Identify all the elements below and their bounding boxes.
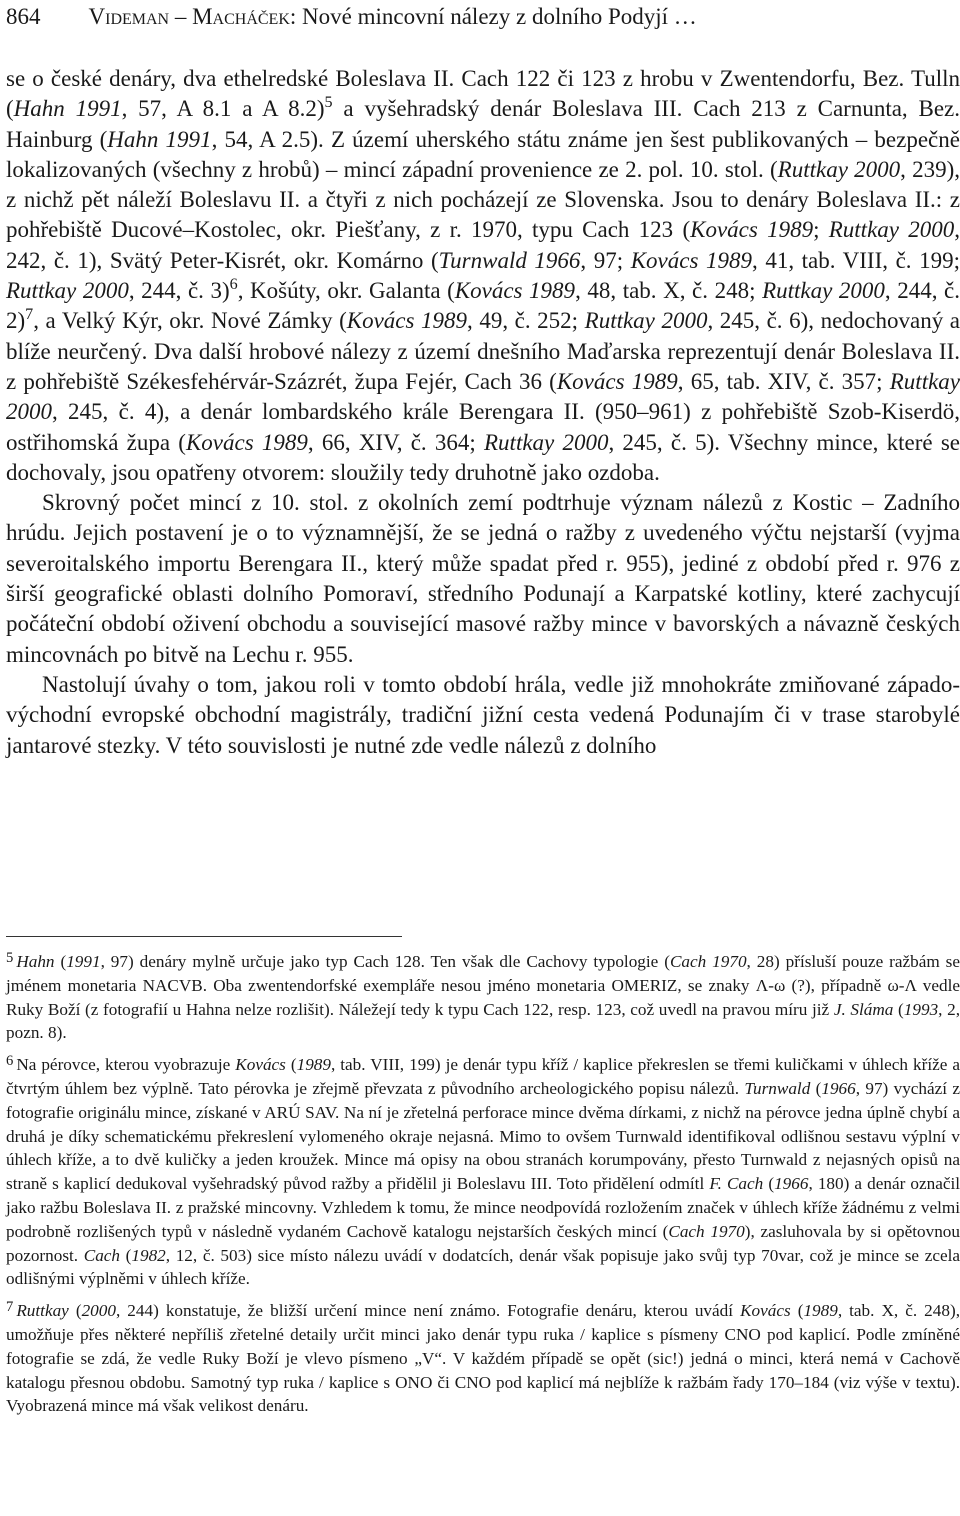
header-separator: : [289, 4, 303, 29]
citation: Kovács [235, 1055, 286, 1075]
text-run: , a Velký Kýr, okr. Nové Zámky ( [33, 308, 347, 334]
citation: Ruttkay 2000 [6, 278, 129, 304]
text-run: ( [810, 1078, 822, 1098]
citation: 1989 [803, 1301, 838, 1321]
citation: 1966 [774, 1174, 809, 1194]
citation: 1989 [296, 1055, 331, 1075]
text-run: , 97; [580, 247, 631, 273]
footnote-ref-5[interactable]: 5 [324, 94, 333, 112]
text-run: , 244, č. 2) [6, 278, 960, 334]
text-run: , Košúty, okr. Galanta ( [237, 278, 455, 304]
text-run: , 12, č. 503) sice místo nálezu uvádí v dodatcích, denár však popisuje jako svůj typ 70var, což je mince se zcela odlišnými výplněmi v úhlech kříže. [6, 1245, 960, 1289]
header-authors: Videman – Macháček [88, 4, 290, 29]
footnote-7 [6, 1299, 960, 1418]
citation: F. Cach [709, 1174, 764, 1194]
page [6, 0, 960, 1516]
text-run: , 41, tab. VIII, č. 199; [752, 247, 960, 273]
citation: Kovács 1989 [454, 278, 576, 304]
text-run: , 245, č. 4), a denár lombardského krále Berengara II. (950–961) z pohřebiště Szob-Kiserdö, ostřihomská župa ( [6, 399, 960, 455]
citation: Ruttkay 2000 [584, 308, 708, 334]
citation: Cach 1970 [669, 952, 747, 971]
citation: Ruttkay 2000 [762, 278, 885, 304]
citation: 1993 [903, 999, 939, 1019]
citation: Turnwald [744, 1078, 811, 1098]
text-run: , 244) konstatuje, že bližší určení mince není známo. Fotografie denáru, kterou uvádí [115, 1301, 741, 1321]
citation: Kovács [740, 1301, 791, 1321]
text-run: ( [54, 952, 67, 971]
citation: Kovács 1989 [185, 429, 308, 455]
text-run: , 242, č. 1), Svätý Peter-Kisrét, okr. Komárno ( [6, 217, 960, 273]
text-run: , 66, XIV, č. 364; [307, 429, 484, 455]
text-run: ), zasluhovala by si opětovnou pozornost. [6, 1221, 960, 1265]
text-run: , 49, č. 252; [467, 308, 585, 334]
footnote-ref-7[interactable]: 7 [25, 306, 34, 324]
citation: Ruttkay [16, 1301, 69, 1321]
citation: 1966 [821, 1078, 856, 1098]
text-run: , 48, tab. X, č. 248; [575, 278, 763, 304]
citation: Kovács 1989 [690, 217, 814, 243]
citation: Ruttkay 2000 [6, 368, 960, 425]
text-run: , 244, č. 3) [128, 278, 230, 304]
page-number: 864 [6, 4, 41, 29]
citation: Hahn 1991 [13, 96, 122, 122]
text-run: , 2, pozn. 8). [6, 999, 960, 1043]
paragraph-3: Nastolují úvahy o tom, jakou roli v tomto období hrála, vedle již mnohokráte zmiňované západo-východní evropské obchodní magistrály, tradiční jižní cesta vedená Podunajím či v trase starobylé jantarové stezky. V této souvislosti je nutné zde vedle nálezů z dolního [6, 671, 960, 758]
citation: Kovács 1989 [556, 368, 678, 394]
citation: 1991 [66, 952, 101, 971]
footnote-number: 5 [6, 949, 14, 966]
text-run: ( [120, 1245, 132, 1265]
citation: Ruttkay 2000 [777, 156, 901, 182]
text-run: , 54, A 2.5). Z území uherského státu známe jen šest publikovaných – bezpečně lokalizovaných (všechny z hrobů) – mincí západní provenience ze 2. pol. 10. stol. ( [6, 126, 960, 182]
text-run: , tab. X, č. 248), umožňuje přes některé nepříliš zřetelné detaily určit minci jako denár typu ruka / kaplice s písmeny CNO pod kaplicí. Podle zmíněné fotografie se zdá, že vedle Ruky Boží je vlevo písmeno „V“. V každém případě se opět (sic!) jedná o minci, která nemá v Cachově katalogu přesnou obdobu. Samotný typ ruka / kaplice s ONO či CNO pod kaplicí má nejblíže k ražbám řady 170–184 (viz výše v textu). Vyobrazená mince má však velikost denáru. [6, 1301, 960, 1416]
text-run: , 97) vychází z fotografie originálu mince, získané v ARÚ SAV. Na ní je zřetelná perforace mince dvěma dírkami, z nichž na pérovce jedna úplně chybí a druhá je díky schematickému překreslení vylomeného okraje nejasná. Mimo to ovšem Turnwald identifikoval odlišnou sestavu výplní v úhlech kříže, a to dvě kuličky a jeden kroužek. Mince má opisy na obou stranách korumpovány, přesto Turnwald z nejasných opisů na straně s kaplicí dedukoval vyšehradský původ ražby a přidělil ji Boleslavu III. Toto přidělení odmítl [6, 1078, 960, 1194]
citation: 2000 [81, 1301, 116, 1321]
citation: Kovács 1989 [346, 308, 468, 334]
text-run: ( [790, 1301, 804, 1321]
citation: Cach 1970 [668, 1221, 745, 1241]
text-run: a vyšehradský denár Boleslava III. Cach 213 z Carnunta, Bez. Hainburg ( [6, 96, 960, 152]
text-run: ( [285, 1055, 297, 1075]
text-run: , 28) přísluší pouze ražbám se jménem monetaria NACVB. Oba zwentendorfské exempláře nesou jméno monetaria OMERIZ, se znaky Λ-ω (?), případně ω-Λ vedle Ruky Boží (z fotografií u Hahna nelze rozlišit). Náležejí tedy k typu Cach 122, resp. 123, což uvedl na pravou míru již [6, 952, 960, 1019]
footnote-number: 6 [6, 1053, 14, 1070]
citation: Ruttkay 2000 [828, 217, 955, 243]
text-run: ; [813, 217, 829, 243]
citation: Turnwald 1966 [438, 247, 581, 273]
text-run: Na pérovce, kterou vyobrazuje [16, 1055, 236, 1075]
citation: Ruttkay 2000 [484, 429, 609, 455]
text-run: , tab. VIII, 199) je denár typu kříž / kaplice překreslen se třemi kuličkami v úhlech kříže a čtvrtým úhlem bez výplně. Tato pérovka je zřejmě převzata z původního archeologického popisu nálezů. [6, 1055, 960, 1098]
footnote-divider [6, 936, 402, 937]
footnote-5 [6, 950, 960, 1045]
citation: Hahn 1991 [107, 126, 212, 152]
paragraph-2: Skrovný počet mincí z 10. stol. z okolních zemí podtrhuje význam nálezů z Kostic – Zadního hrúdu. Jejich postavení je o to významnější, že se jedná o ražby z uvedeného výčtu nejstarší (vyjma severoitalského importu Berengara II., který může spadat před r. 955), jediné z období před r. 976 z širší geografické oblasti dolního Pomoraví, středního Podunají a Karpatské kotliny, které zachycují počáteční období oživení obchodu a související masové ražby mince v bavorských a návazně českých mincovnách po bitvě na Lechu r. 955. [6, 490, 960, 667]
text-run: ( [763, 1174, 775, 1194]
text-run: , 245, č. 5). Všechny mince, které se dochovaly, jsou opatřeny otvorem: sloužily tedy druhotně jako ozdoba. [6, 429, 960, 485]
text-run: , 239), z nichž pět náleží Boleslavu II. a čtyři z nich pocházejí ze Slovenska. Jsou to denáry Boleslava II.: z pohřebiště Ducové–Kostolec, okr. Piešťany, z r. 1970, typu Cach 123 ( [6, 156, 960, 243]
main-text [6, 64, 960, 761]
text-run: se o české denáry, dva ethelredské Boleslava II. Cach 122 či 123 z hrobu v Zwentendorfu, Bez. Tulln ( [6, 66, 960, 122]
header-title: Nové mincovní nálezy z dolního Podyjí … [302, 4, 697, 29]
text-run: , 65, tab. XIV, č. 357; [677, 368, 890, 394]
footnote-number: 7 [6, 1299, 14, 1316]
text-run: ( [893, 999, 904, 1019]
citation: J. Sláma [833, 999, 894, 1019]
running-header [6, 2, 960, 32]
text-run: , 245, č. 6), nedochovaný a blíže neurčený. Dva další hrobové nálezy z území dnešního Maďarska reprezentují denár Boleslava II. z pohřebiště Székesfehérvár-Százrét, župa Fejér, Cach 36 ( [6, 308, 960, 394]
footnotes [6, 950, 960, 1426]
citation: Kovács 1989 [630, 247, 752, 273]
citation: Hahn [16, 952, 55, 971]
text-run: ( [68, 1301, 82, 1321]
citation: Cach [83, 1245, 121, 1265]
paragraph-1 [6, 64, 960, 488]
text-run: , 57, A 8.1 a A 8.2) [121, 96, 325, 122]
citation: 1982 [131, 1245, 166, 1265]
footnote-6 [6, 1053, 960, 1291]
text-run: , 180) a denár označil jako ražbu Boleslava II. z pražské mincovny. Vzhledem k tomu, že mince neodpovídá rozložením značek v úhlech kříže žádnému z velmi podrobně rozlišených typů v následně vydaném Cachově katalogu nejstarších českých mincí ( [6, 1174, 960, 1241]
footnote-ref-6[interactable]: 6 [229, 276, 238, 294]
text-run: , 97) denáry mylně určuje jako typ Cach 128. Ten však dle Cachovy typologie ( [100, 952, 670, 971]
